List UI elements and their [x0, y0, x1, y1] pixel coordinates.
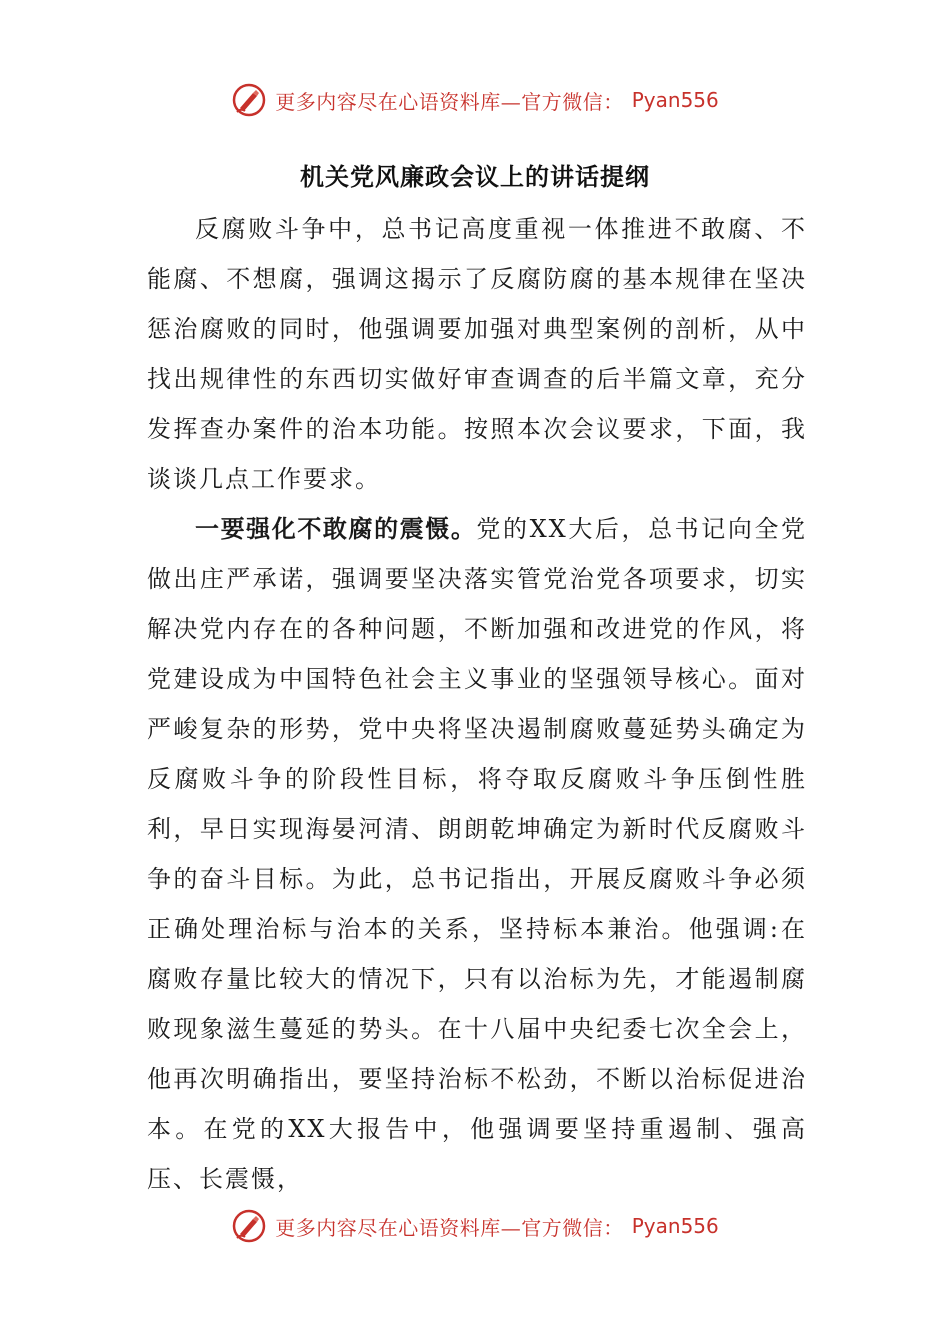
watermark-banner-bottom [0, 1208, 950, 1244]
watermark-text: 更多内容尽在心语资料库—官方微信： [275, 1215, 624, 1240]
paragraph-lead: 一要强化不敢腐的震慑。 [195, 514, 477, 543]
document-body [147, 204, 807, 1204]
watermark-wechat-id: Pyan556 [631, 88, 719, 112]
pen-logo-icon [231, 1208, 267, 1244]
paragraph [147, 504, 807, 1204]
watermark-wechat-id: Pyan556 [631, 1214, 719, 1238]
document-title: 机关党风廉政会议上的讲话提纲 [300, 162, 650, 191]
watermark-banner-top [0, 82, 950, 118]
watermark-text: 更多内容尽在心语资料库—官方微信： [275, 89, 624, 114]
paragraph-body: 党的XX大后，总书记向全党做出庄严承诺，强调要坚决落实管党治党各项要求，切实解决党内存在的各种问题，不断加强和改进党的作风，将党建设成为中国特色社会主义事业的坚强领导核心。面对严峻复杂的形势，党中央将坚决遏制腐败蔓延势头确定为反腐败斗争的阶段性目标，将夺取反腐败斗争压倒性胜利，早日实现海晏河清、朗朗乾坤确定为新时代反腐败斗争的奋斗目标。为此，总书记指出，开展反腐败斗争必须正确处理治标与治本的关系，坚持标本兼治。他强调:在腐败存量比较大的情况下，只有以治标为先，才能遏制腐败现象滋生蔓延的势头。在十八届中央纪委七次全会上，他再次明确指出，要坚持治标不松劲，不断以治标促进治本。在党的XX大报告中，他强调要坚持重遏制、强高压、长震慑， [147, 515, 808, 1193]
paragraph-body: 反腐败斗争中，总书记高度重视一体推进不敢腐、不能腐、不想腐，强调这揭示了反腐防腐的基本规律在坚决惩治腐败的同时，他强调要加强对典型案例的剖析，从中找出规律性的东西切实做好审查调查的后半篇文章，充分发挥查办案件的治本功能。按照本次会议要求，下面，我谈谈几点工作要求。 [147, 215, 807, 493]
pen-logo-icon [231, 82, 267, 118]
paragraph [147, 204, 807, 504]
